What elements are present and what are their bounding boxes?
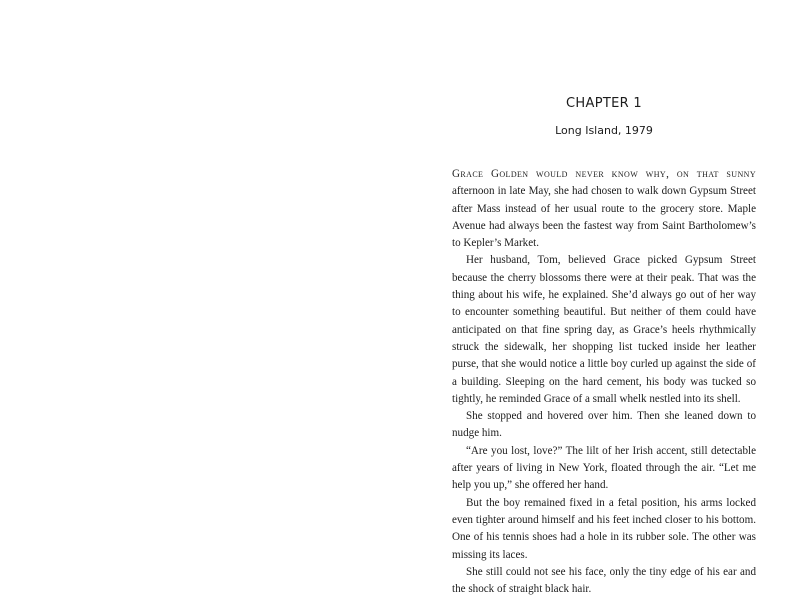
opening-smallcaps: Grace Golden would never know why, on that sunny	[452, 168, 756, 180]
chapter-title: CHAPTER 1	[566, 96, 642, 111]
paragraph: Her husband, Tom, believed Grace picked Gypsum Street because the cherry blossoms there were at their peak. That was the thing about his wife, he explained. She’d always go out of her way to encounter something beautiful. But neither of them could have anticipated on that fine spring day, as Grace’s heels rhythmically struck the sidewalk, her shopping list tucked inside her leather purse, that she would notice a little boy curled up against the side of a building. Sleeping on the hard cement, his body was tucked so tightly, he reminded Grace of a small whelk nestled into its shell.	[452, 254, 756, 405]
paragraph: But the boy remained fixed in a fetal position, his arms locked even tighter around himself and his feet inched closer to his bottom. One of his tennis shoes had a hole in its rubber sole. The other was missing its laces.	[452, 496, 756, 561]
paragraph-text: afternoon in late May, she had chosen to walk down Gypsum Street after Mass instead of her usual route to the grocery store. Maple Avenue had always been the fastest way from Saint Bartholomew’s to Kepler’s Market.	[452, 185, 756, 250]
chapter-body	[452, 166, 756, 598]
chapter-subtitle: Long Island, 1979	[555, 124, 653, 137]
paragraph: She still could not see his face, only the tiny edge of his ear and the shock of straight black hair.	[452, 565, 756, 596]
paragraph: “Are you lost, love?” The lilt of her Irish accent, still detectable after years of living in New York, floated through the air. “Let me help you up,” she offered her hand.	[452, 444, 756, 492]
paragraph	[452, 166, 756, 252]
paragraph: She stopped and hovered over him. Then she leaned down to nudge him.	[452, 410, 756, 440]
book-page	[452, 0, 756, 600]
